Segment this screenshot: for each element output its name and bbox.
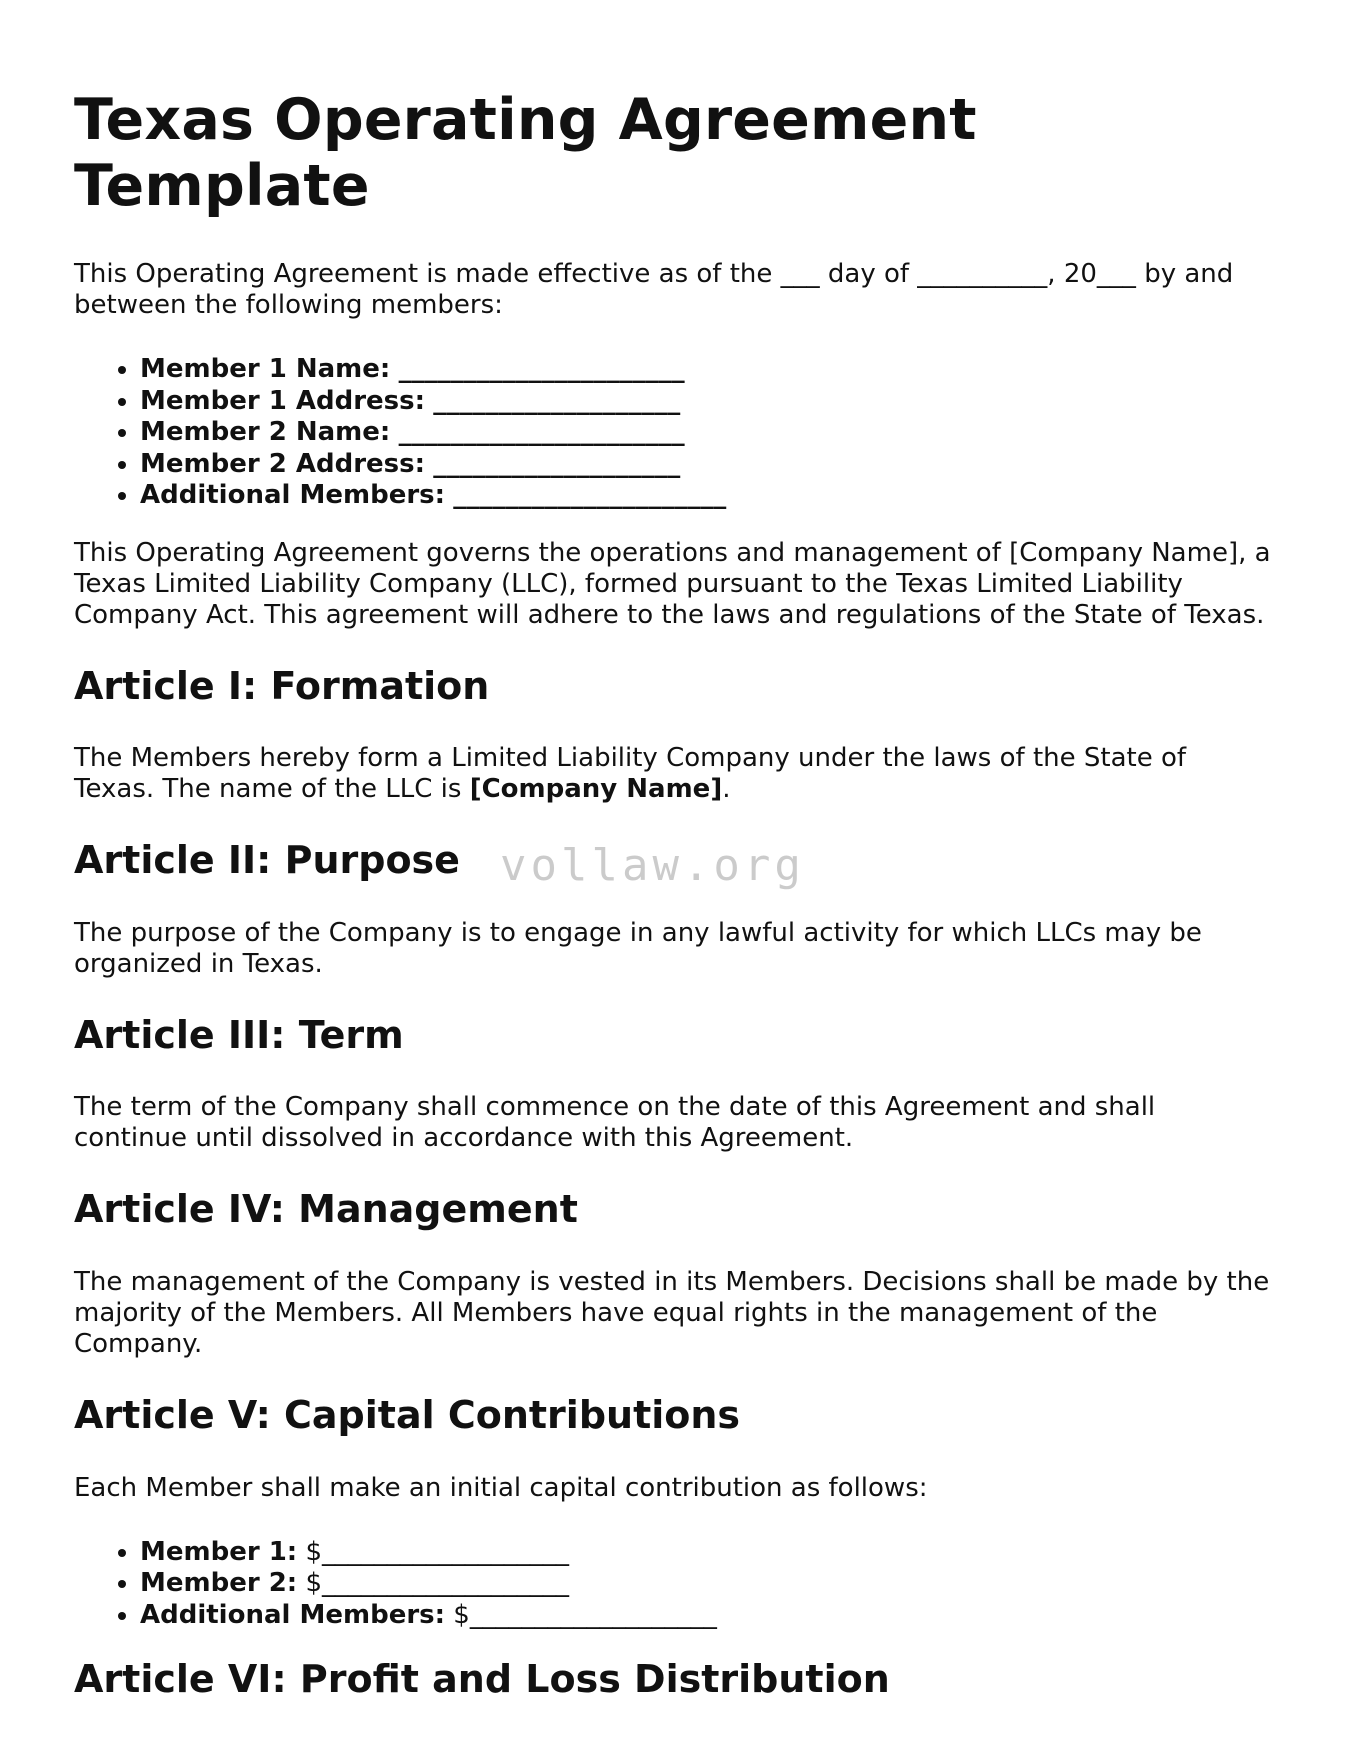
capital-list — [74, 1537, 1274, 1632]
member-1-name-blank: ______________________ — [398, 354, 685, 385]
capital-member-1-blank: $___________________ — [305, 1536, 570, 1567]
member-2-name-label: Member 2 Name: — [140, 417, 391, 448]
member-2-name-blank: ______________________ — [398, 417, 685, 448]
list-item — [140, 386, 1274, 418]
additional-members-blank: _____________________ — [453, 480, 727, 511]
article-purpose-text: The purpose of the Company is to engage in any lawful activity for which LLCs may be organized in Texas. — [74, 917, 1202, 979]
list-item — [140, 417, 1274, 449]
list-item — [140, 354, 1274, 386]
capital-member-2-label: Member 2: — [140, 1568, 298, 1599]
article-profit-heading: Article VI: Profit and Loss Distribution — [74, 1657, 890, 1702]
capital-additional-label: Additional Members: — [140, 1599, 446, 1630]
member-2-address-blank: ___________________ — [433, 448, 681, 479]
member-1-name-label: Member 1 Name: — [140, 354, 391, 385]
member-2-address-label: Member 2 Address: — [140, 448, 426, 479]
article-capital-text: Each Member shall make an initial capital contribution as follows: — [74, 1472, 928, 1503]
capital-additional-blank: $___________________ — [453, 1599, 717, 1630]
list-item — [140, 1600, 1274, 1632]
members-list — [74, 354, 1274, 512]
document-title: Texas Operating Agreement Template — [74, 87, 977, 219]
article-purpose-heading: Article II: Purpose — [74, 838, 460, 883]
watermark: vollaw.org — [500, 840, 805, 891]
article-term-heading: Article III: Term — [74, 1012, 404, 1057]
member-1-address-label: Member 1 Address: — [140, 385, 426, 416]
additional-members-label: Additional Members: — [140, 480, 446, 511]
list-item — [140, 449, 1274, 481]
capital-member-2-blank: $___________________ — [305, 1568, 570, 1599]
article-formation-heading: Article I: Formation — [74, 663, 490, 708]
intro-paragraph: This Operating Agreement is made effective as of the ___ day of __________, 20___ by and between the following members: — [74, 259, 1234, 321]
article-formation-text — [74, 743, 1274, 805]
formation-company-name: [Company Name] — [469, 774, 723, 805]
capital-member-1-label: Member 1: — [140, 1536, 298, 1567]
formation-text-after: . — [722, 774, 731, 805]
document-page — [74, 88, 1274, 1737]
article-management-text: The management of the Company is vested in its Members. Decisions shall be made by the majority of the Members. All Members have equal rights in the management of the Company. — [74, 1266, 1270, 1359]
formation-text-before: The Members hereby form a Limited Liability Company under the laws of the State of Texas. The name of the LLC is — [74, 743, 1187, 805]
article-capital-heading: Article V: Capital Contributions — [74, 1392, 741, 1437]
list-item — [140, 480, 1274, 512]
article-management-heading: Article IV: Management — [74, 1187, 578, 1232]
list-item — [140, 1568, 1274, 1600]
member-1-address-blank: ___________________ — [433, 385, 681, 416]
governs-paragraph: This Operating Agreement governs the operations and management of [Company Name], a Texas Limited Liability Company (LLC), formed pursuant to the Texas Limited Liability Company Act. This agreement will adhere to the laws and regulations of the State of Texas. — [74, 537, 1271, 630]
list-item — [140, 1537, 1274, 1569]
article-term-text: The term of the Company shall commence on the date of this Agreement and shall continue until dissolved in accordance with this Agreement. — [74, 1092, 1156, 1154]
